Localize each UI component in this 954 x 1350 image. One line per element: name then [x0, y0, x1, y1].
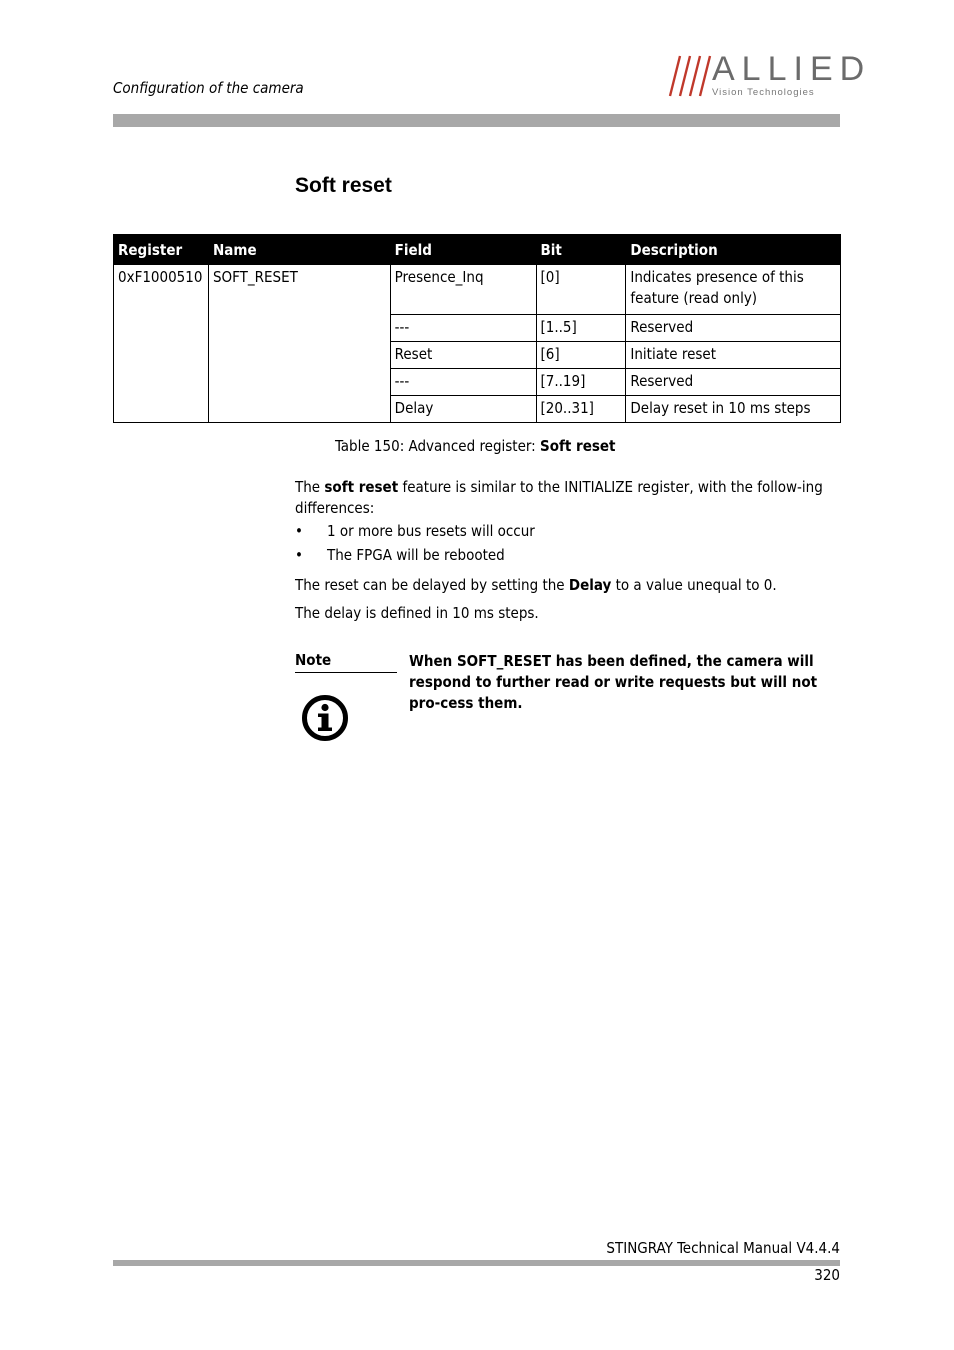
header-divider [113, 114, 840, 127]
description-cell: Indicates presence of this feature (read only) [626, 265, 841, 315]
section-title: Soft reset [295, 174, 392, 197]
bit-cell: [1..5] [536, 315, 626, 342]
table-row [114, 265, 841, 315]
field-cell: Delay [390, 396, 536, 423]
bullet-icon: • [295, 546, 303, 564]
column-header: Name [208, 235, 390, 265]
allied-logo [668, 50, 872, 100]
table-caption: Table 150: Advanced register: Soft reset [335, 437, 616, 455]
bullet-icon: • [295, 522, 303, 540]
column-header: Bit [536, 235, 626, 265]
note-label: Note [295, 651, 397, 673]
field-cell: Presence_Inq [390, 265, 536, 315]
list-item: • The FPGA will be rebooted [295, 546, 505, 564]
column-header: Field [390, 235, 536, 265]
description-cell: Reserved [626, 315, 841, 342]
footer-divider [113, 1260, 840, 1266]
list-item: • 1 or more bus resets will occur [295, 522, 535, 540]
table-header-row [114, 235, 841, 265]
logo-wordmark: ALLIED [712, 50, 872, 88]
field-cell: Reset [390, 342, 536, 369]
bit-cell: [7..19] [536, 369, 626, 396]
intro-paragraph: The soft reset feature is similar to the INITIALIZE register, with the follow-ing differences: [295, 478, 823, 517]
name-cell: SOFT_RESET [208, 265, 390, 423]
description-cell: Delay reset in 10 ms steps [626, 396, 841, 423]
logo-slashes-icon [668, 54, 712, 100]
logo-subtitle: Vision Technologies [712, 87, 815, 98]
field-cell: --- [390, 315, 536, 342]
note-text: When SOFT_RESET has been defined, the camera will respond to further read or write requests but will not pro-cess them. [409, 652, 818, 712]
footer-manual-title: STINGRAY Technical Manual V4.4.4 [606, 1239, 840, 1257]
page-number: 320 [814, 1266, 840, 1284]
column-header: Register [114, 235, 209, 265]
column-header: Description [626, 235, 841, 265]
info-icon [301, 694, 349, 746]
bit-cell: [6] [536, 342, 626, 369]
steps-paragraph: The delay is defined in 10 ms steps. [295, 604, 539, 622]
running-header: Configuration of the camera [113, 79, 304, 97]
description-cell: Initiate reset [626, 342, 841, 369]
bit-cell: [0] [536, 265, 626, 315]
field-cell: --- [390, 369, 536, 396]
delay-paragraph: The reset can be delayed by setting the Delay to a value unequal to 0. [295, 576, 777, 594]
bit-cell: [20..31] [536, 396, 626, 423]
register-cell: 0xF1000510 [114, 265, 209, 423]
description-cell: Reserved [626, 369, 841, 396]
register-table [113, 234, 841, 423]
